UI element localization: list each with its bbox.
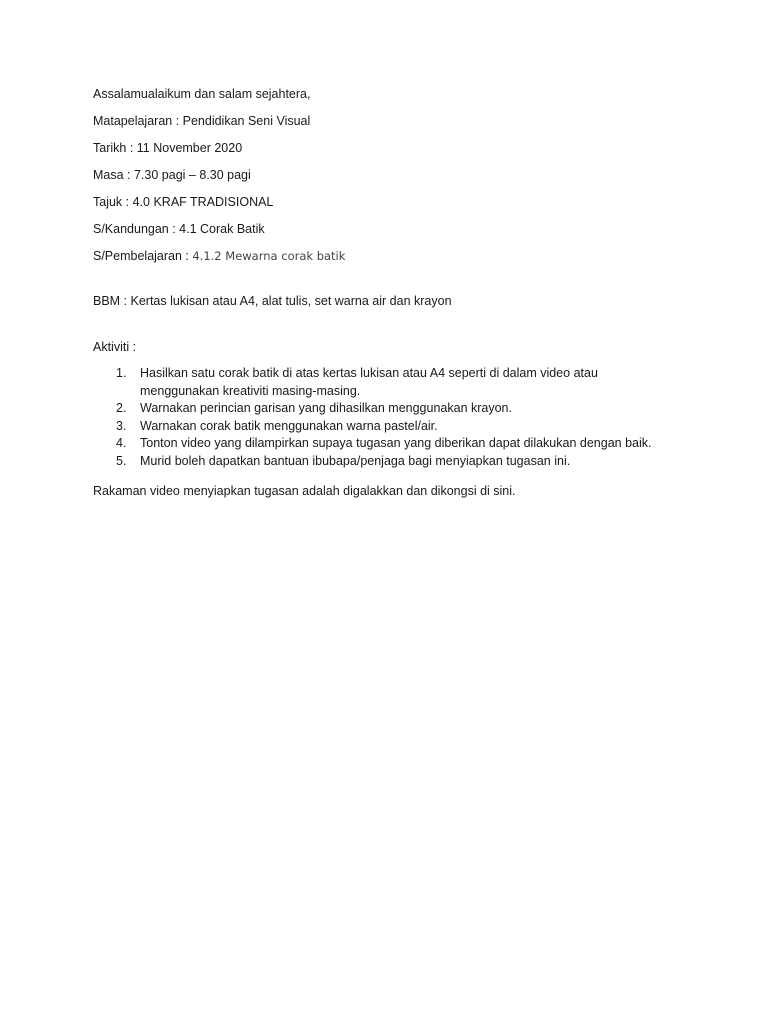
activities-heading: Aktiviti :	[93, 340, 137, 354]
list-item-number: 1.	[116, 366, 127, 380]
document-body	[93, 85, 693, 509]
materials-line: BBM : Kertas lukisan atau A4, alat tulis, set warna air dan krayon	[93, 294, 452, 308]
activities-list	[93, 365, 693, 470]
list-item	[93, 400, 693, 418]
list-item-number: 3.	[116, 418, 127, 433]
list-item-text: Warnakan perincian garisan yang dihasilkan menggunakan krayon.	[140, 401, 512, 415]
list-item-text: Murid boleh dapatkan bantuan ibubapa/penjaga bagi menyiapkan tugasan ini.	[140, 453, 571, 468]
closing-line: Rakaman video menyiapkan tugasan adalah digalakkan dan dikongsi di sini.	[93, 484, 516, 498]
learning-standard-line	[93, 247, 693, 265]
list-item-text-continued: menggunakan kreativiti masing-masing.	[140, 383, 361, 398]
date-line: Tarikh : 11 November 2020	[93, 141, 243, 155]
time-line: Masa : 7.30 pagi – 8.30 pagi	[93, 168, 251, 182]
list-item	[93, 453, 693, 471]
subject-line: Matapelajaran : Pendidikan Seni Visual	[93, 114, 311, 128]
list-item-number: 4.	[116, 436, 127, 450]
content-standard-line: S/Kandungan : 4.1 Corak Batik	[93, 222, 265, 236]
learning-standard-label: S/Pembelajaran :	[93, 249, 193, 263]
list-item-text: Hasilkan satu corak batik di atas kertas lukisan atau A4 seperti di dalam video atau	[140, 366, 598, 380]
list-item-text: Warnakan corak batik menggunakan warna pastel/air.	[140, 418, 438, 433]
list-item	[93, 435, 693, 453]
greeting: Assalamualaikum dan salam sejahtera,	[93, 87, 311, 101]
list-item-number: 2.	[116, 401, 127, 415]
list-item-text: Tonton video yang dilampirkan supaya tugasan yang diberikan dapat dilakukan dengan baik.	[140, 436, 652, 450]
topic-line: Tajuk : 4.0 KRAF TRADISIONAL	[93, 195, 274, 209]
list-item	[93, 365, 693, 400]
learning-standard-value: 4.1.2 Mewarna corak batik	[192, 249, 346, 263]
list-item	[93, 418, 693, 436]
list-item-number: 5.	[116, 453, 127, 468]
